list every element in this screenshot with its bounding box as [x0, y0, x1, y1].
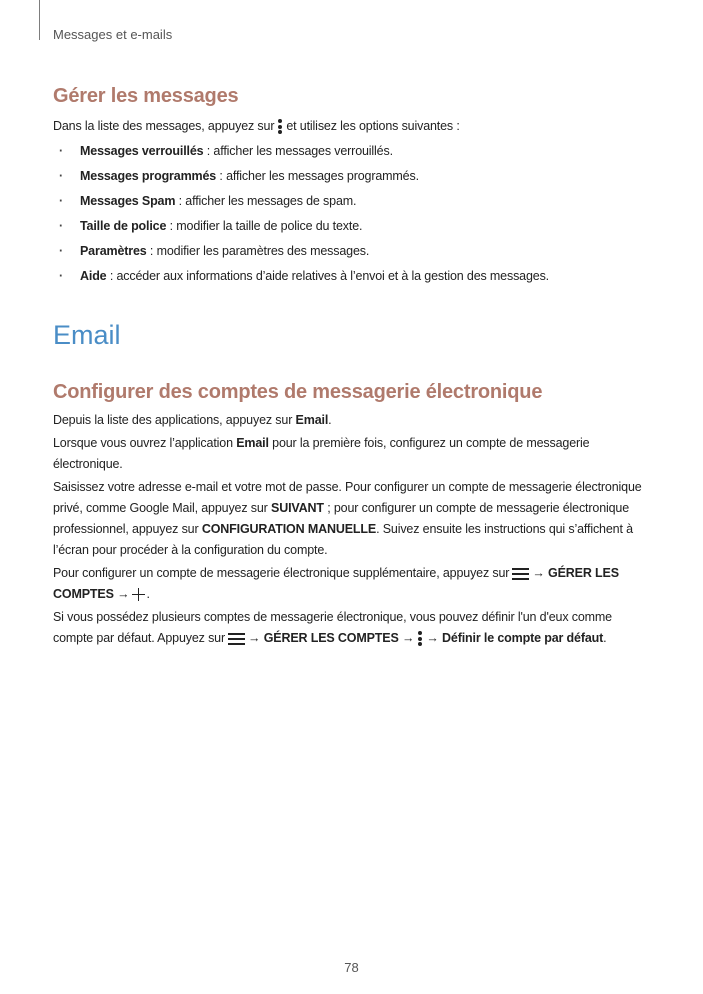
running-header: Messages et e-mails [53, 27, 173, 42]
paragraph-setup-instructions [53, 477, 653, 561]
text-run: pour la première fois, configurez un compte de messagerie électronique. [53, 436, 590, 471]
text-run: . [146, 587, 150, 601]
manage-accounts-label: GÉRER LES COMPTES [53, 566, 619, 601]
more-options-icon [417, 631, 423, 646]
menu-icon [512, 568, 529, 580]
option-desc: : afficher les messages programmés. [216, 169, 419, 183]
list-item [53, 239, 653, 264]
intro-text-after: et utilisez les options suivantes : [286, 119, 460, 133]
plus-icon [132, 588, 145, 601]
list-item [53, 139, 653, 164]
arrow-symbol: → [401, 631, 415, 645]
set-default-label: Définir le compte par défaut [442, 631, 604, 645]
list-item [53, 264, 653, 289]
email-app-label: Email [295, 413, 329, 427]
option-term: Paramètres [80, 244, 147, 258]
list-item [53, 214, 653, 239]
message-options-list [53, 139, 653, 289]
option-term: Messages Spam [80, 194, 176, 208]
option-term: Taille de police [80, 219, 167, 233]
option-term: Aide [80, 269, 107, 283]
option-term: Messages verrouillés [80, 144, 204, 158]
manual-setup-label: CONFIGURATION MANUELLE [201, 522, 377, 536]
paragraph-open-email [53, 410, 653, 431]
configure-accounts-heading: Configurer des comptes de messagerie électronique [53, 381, 543, 403]
text-run: Saisissez votre adresse e-mail et votre mot de passe. Pour configurer un compte de messagerie électronique privé, comme Google Mail, appuyez sur [53, 480, 642, 515]
text-run: Si vous possédez plusieurs comptes de messagerie électronique, vous pouvez définir l'un d'eux comme compte par défaut. Appuyez sur [53, 610, 612, 645]
arrow-symbol: → [248, 631, 261, 645]
option-desc: : afficher les messages de spam. [175, 194, 357, 208]
arrow-symbol: → [117, 587, 130, 601]
option-desc: : afficher les messages verrouillés. [203, 144, 393, 158]
paragraph-default-account [53, 607, 653, 649]
next-label: SUIVANT [271, 501, 324, 515]
arrow-symbol: → [426, 631, 439, 645]
text-run: Pour configurer un compte de messagerie électronique supplémentaire, appuyez sur [53, 566, 510, 580]
intro-text-before: Dans la liste des messages, appuyez sur [53, 119, 275, 133]
manage-messages-heading: Gérer les messages [53, 85, 239, 107]
text-run: . [603, 631, 607, 645]
more-options-icon [277, 119, 283, 134]
option-desc: : modifier les paramètres des messages. [146, 244, 370, 258]
menu-icon [228, 633, 245, 645]
paragraph-add-account [53, 563, 653, 605]
email-app-label: Email [236, 436, 269, 450]
text-run: . [328, 413, 332, 427]
option-desc: : modifier la taille de police du texte. [166, 219, 363, 233]
manage-intro [53, 116, 653, 137]
option-term: Messages programmés [80, 169, 217, 183]
page-content [53, 82, 653, 649]
text-run: ; pour configurer un compte de messagerie électronique professionnel, appuyez sur [53, 501, 630, 536]
text-run: Lorsque vous ouvrez l’application [53, 436, 237, 450]
option-desc: : accéder aux informations d’aide relatives à l’envoi et à la gestion des messages. [106, 269, 550, 283]
list-item [53, 164, 653, 189]
manage-accounts-label: GÉRER LES COMPTES [263, 631, 399, 645]
page-margin-rule [39, 0, 40, 40]
arrow-symbol: → [532, 566, 545, 580]
paragraph-first-launch [53, 433, 653, 475]
text-run: Depuis la liste des applications, appuyez sur [53, 413, 296, 427]
text-run: . Suivez ensuite les instructions qui s’affichent à l’écran pour procéder à la configuration du compte. [53, 522, 633, 557]
page-number: 78 [344, 960, 359, 975]
list-item [53, 189, 653, 214]
email-section-title: Email [53, 320, 121, 350]
